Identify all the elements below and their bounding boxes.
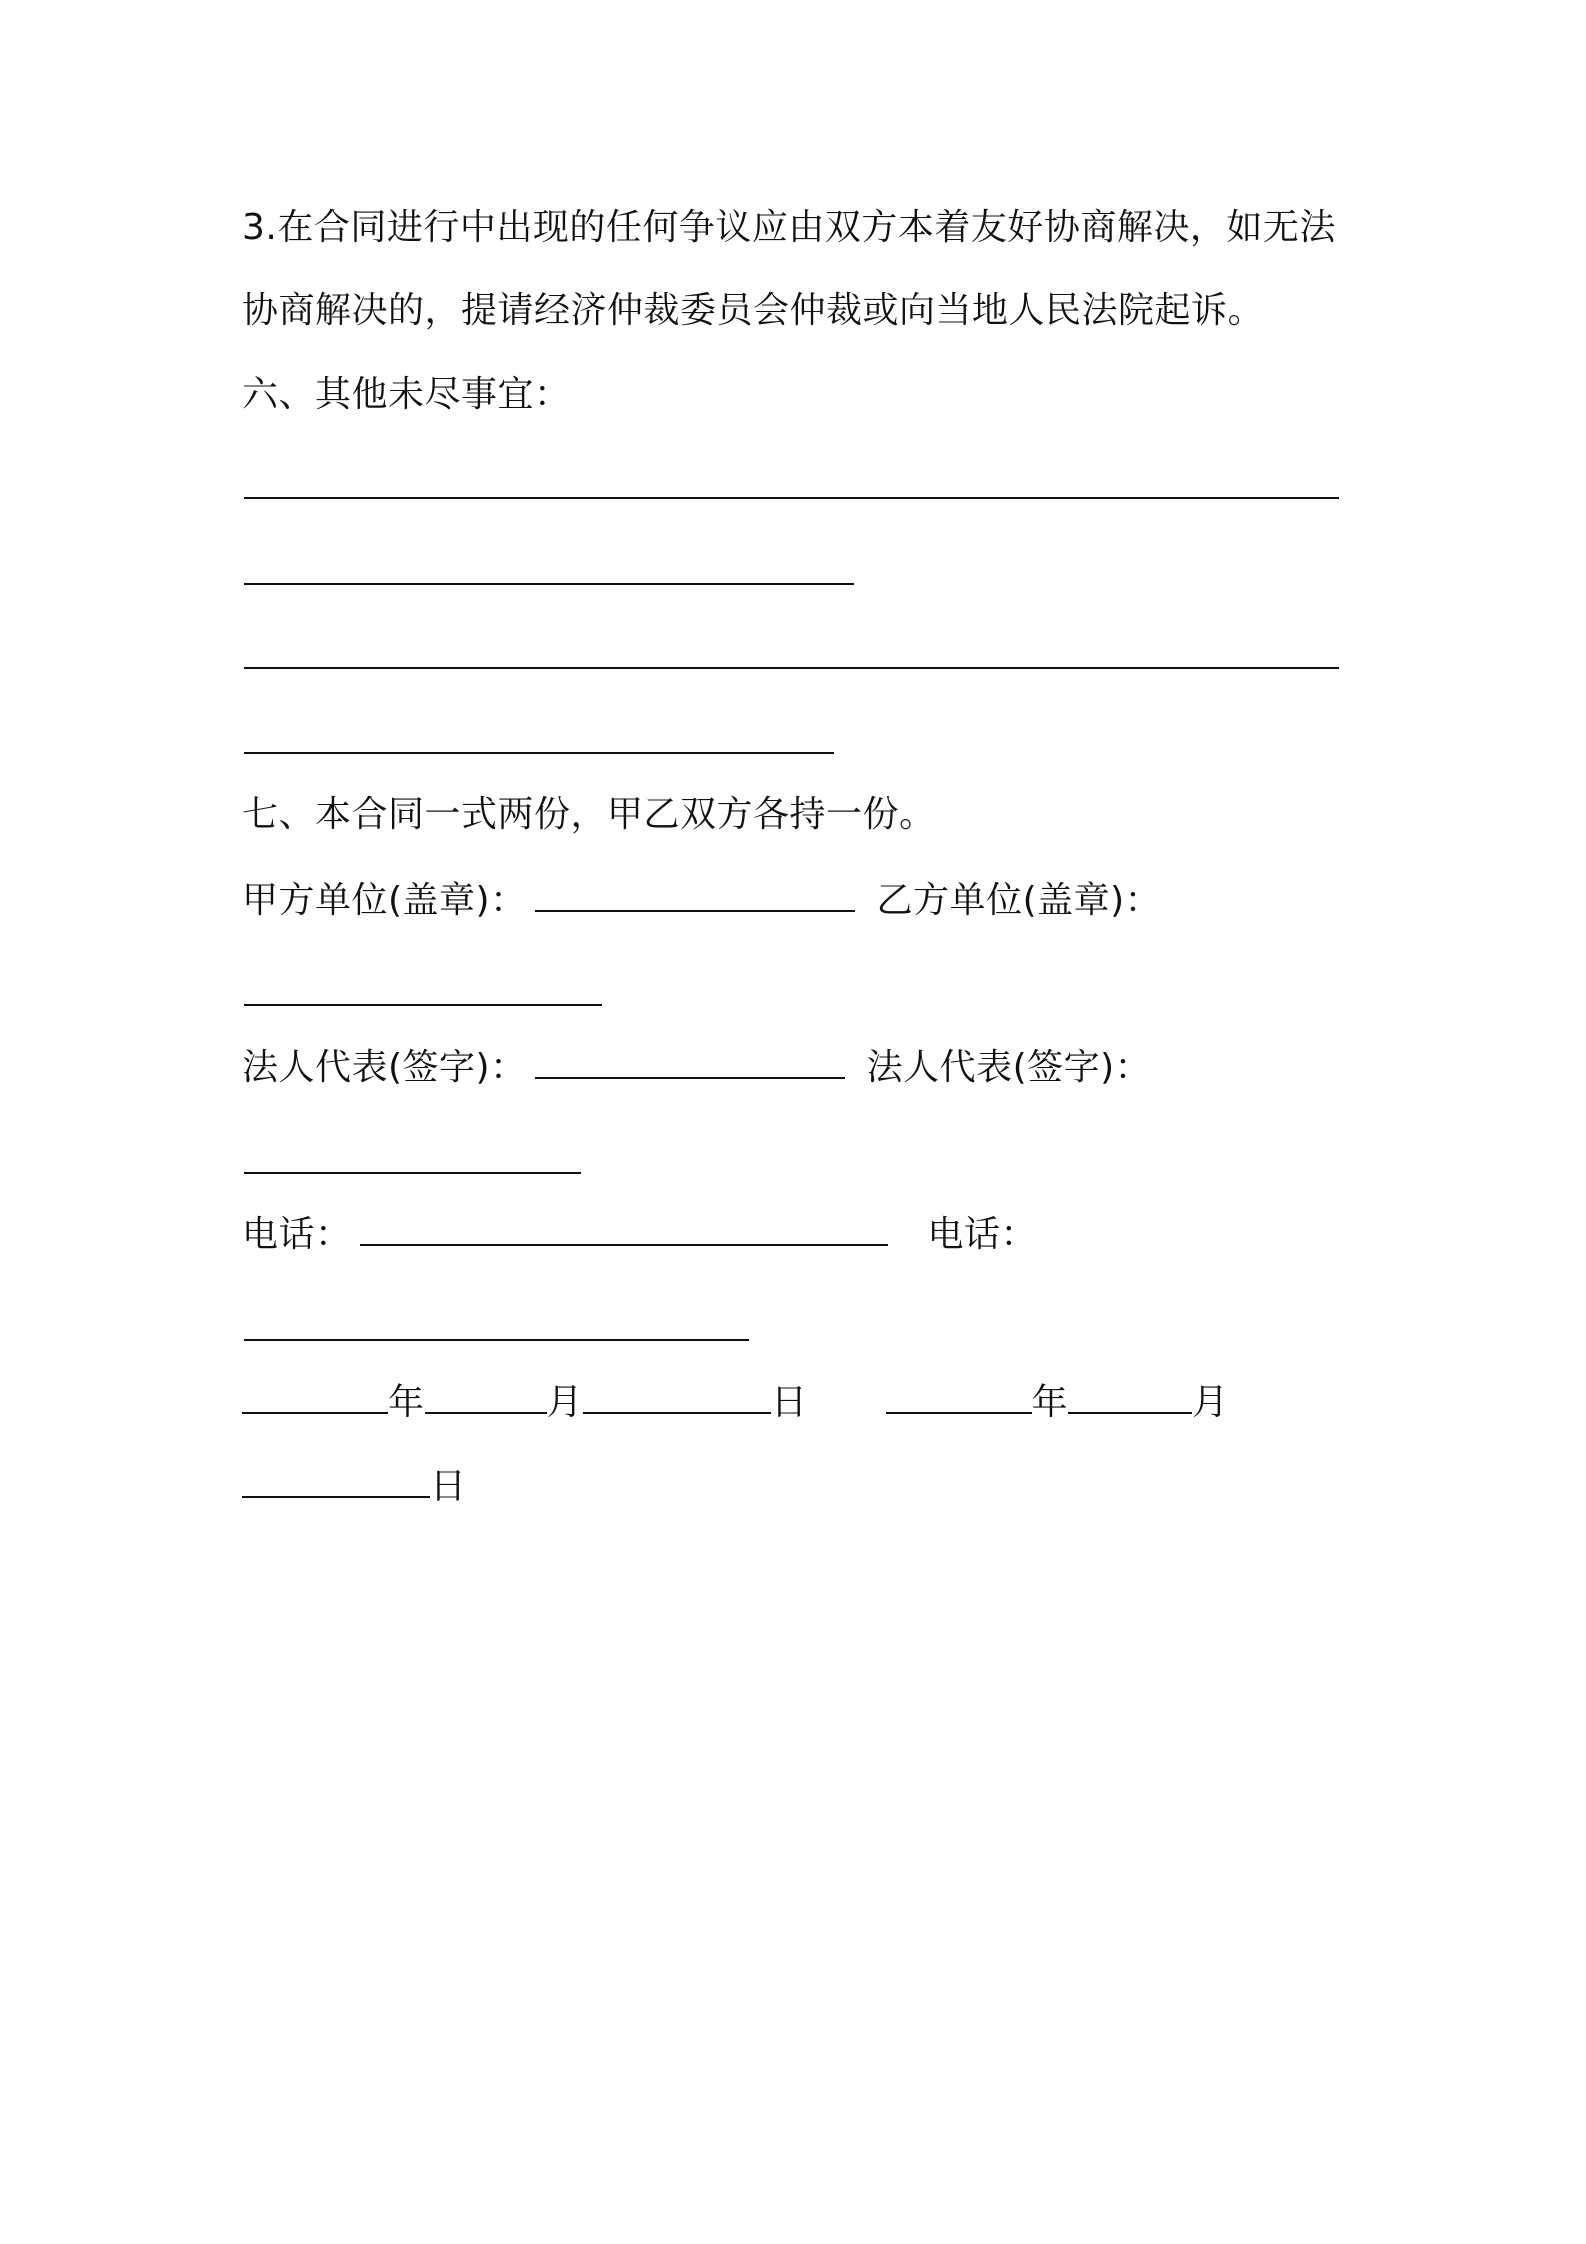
date-row xyxy=(242,1378,1229,1426)
phone-a-blank[interactable] xyxy=(360,1210,888,1246)
party-a-unit-blank[interactable] xyxy=(535,876,855,912)
blank-line-4[interactable] xyxy=(244,752,834,754)
party-a-unit-label: 甲方单位(盖章)： xyxy=(242,880,527,921)
party-b-unit-blank[interactable] xyxy=(244,1004,602,1006)
date-a-day-blank[interactable] xyxy=(583,1378,771,1414)
legal-rep-b-blank[interactable] xyxy=(244,1172,581,1174)
date-a-year-blank[interactable] xyxy=(242,1378,388,1414)
blank-line-1[interactable] xyxy=(244,497,1339,499)
blank-line-2[interactable] xyxy=(244,583,854,585)
phone-b-blank[interactable] xyxy=(244,1339,749,1341)
phone-a-label: 电话： xyxy=(242,1214,352,1255)
blank-line-3[interactable] xyxy=(244,667,1339,669)
party-b-unit-label: 乙方单位(盖章)： xyxy=(876,880,1162,921)
date-a-month-blank[interactable] xyxy=(425,1378,547,1414)
clause-3-line-2: 协商解决的，提请经济仲裁委员会仲裁或向当地人民法院起诉。 xyxy=(242,290,1265,331)
legal-rep-a-blank[interactable] xyxy=(535,1043,845,1079)
phone-row xyxy=(242,1210,1037,1258)
legal-rep-b-label: 法人代表(签字)： xyxy=(866,1047,1152,1088)
date-b-month-label: 月 xyxy=(1192,1382,1229,1423)
date-b-month-blank[interactable] xyxy=(1068,1378,1192,1414)
date-b-year-label: 年 xyxy=(1031,1382,1069,1423)
section-6-heading: 六、其他未尽事宜： xyxy=(242,374,571,415)
clause-3-line-1: 3.在合同进行中出现的任何争议应由双方本着友好协商解决，如无法 xyxy=(242,207,1336,248)
section-7-text: 七、本合同一式两份，甲乙双方各持一份。 xyxy=(242,794,936,835)
date-b-day-label: 日 xyxy=(430,1466,467,1507)
date-b-year-blank[interactable] xyxy=(886,1378,1032,1414)
date-a-day-label: 日 xyxy=(771,1382,808,1423)
date-b-day-row xyxy=(242,1462,467,1510)
phone-b-label: 电话： xyxy=(927,1214,1038,1255)
date-b-day-blank[interactable] xyxy=(242,1462,430,1498)
party-unit-row xyxy=(242,876,1161,924)
legal-rep-row xyxy=(242,1043,1151,1091)
date-a-month-label: 月 xyxy=(546,1382,584,1423)
legal-rep-a-label: 法人代表(签字)： xyxy=(242,1047,527,1088)
date-a-year-label: 年 xyxy=(388,1382,425,1423)
